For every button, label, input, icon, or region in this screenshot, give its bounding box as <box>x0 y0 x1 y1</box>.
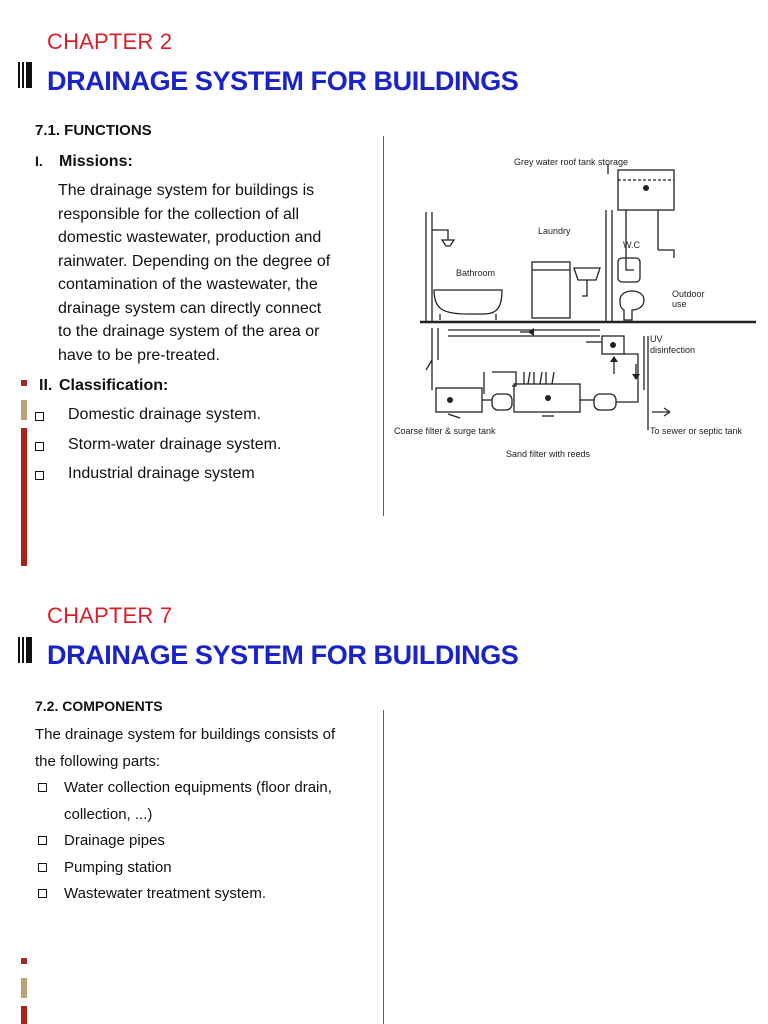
uv-label-2: disinfection <box>650 345 696 355</box>
missions-heading: Missions: <box>59 153 133 170</box>
intro-line: The drainage system for buildings consists of <box>35 726 336 743</box>
list-item <box>38 855 378 882</box>
list-item-text: Industrial drainage system <box>68 465 255 482</box>
title-bars-icon <box>18 637 32 663</box>
missions-line: domestic wastewater, production and <box>58 229 322 246</box>
greywater-system-diagram <box>388 150 760 470</box>
coarse-tank <box>436 388 482 412</box>
outdoor-label-2: use <box>672 299 687 309</box>
sand-filter-label: Sand filter with reeds <box>506 449 591 459</box>
coarse-filter-label: Coarse filter & surge tank <box>394 426 496 436</box>
bathtub-feet <box>440 314 496 320</box>
list-item <box>35 406 355 436</box>
sewer-label: To sewer or septic tank <box>650 426 743 436</box>
list-item <box>38 881 378 908</box>
column-divider <box>383 710 384 1024</box>
outdoor-tap <box>658 250 674 258</box>
outdoor-label: Outdoor <box>672 289 705 299</box>
bathroom-label: Bathroom <box>456 268 496 278</box>
drop-arrow <box>426 360 432 370</box>
left-accent-bar <box>21 958 27 1024</box>
checkbox-bullet-icon <box>35 442 44 451</box>
slide-title: DRAINAGE SYSTEM FOR BUILDINGS <box>47 640 519 670</box>
left-accent-bar <box>21 380 27 566</box>
missions-paragraph <box>58 179 330 367</box>
classification-number: II. <box>39 377 53 394</box>
missions-line: contamination of the wastewater, the <box>58 276 318 293</box>
list-item-text: Water collection equipments (floor drain, <box>64 779 332 796</box>
missions-line: rainwater. Depending on the degree of <box>58 252 331 270</box>
chapter-label: CHAPTER 2 <box>47 29 173 54</box>
outlet-pump <box>594 394 616 410</box>
left-wall <box>426 212 432 322</box>
missions-line: drainage system can directly connect <box>58 299 322 317</box>
roof-tank-label: Grey water roof tank storage <box>514 157 629 167</box>
section-heading: 7.1. FUNCTIONS <box>35 122 152 139</box>
tank-to-sand <box>492 372 516 386</box>
list-item-text: collection, ...) <box>64 805 153 823</box>
list-item-text: Pumping station <box>64 858 172 876</box>
checkbox-bullet-icon <box>35 412 44 421</box>
list-item-text: Domestic drainage system. <box>68 406 261 423</box>
bathtub <box>434 290 502 314</box>
supply-pipe <box>606 210 612 322</box>
intro-line: the following parts: <box>35 752 161 770</box>
classification-list <box>35 406 355 495</box>
checkbox-bullet-icon <box>38 836 47 845</box>
list-item-text: Wastewater treatment system. <box>64 885 267 902</box>
section-heading: 7.2. COMPONENTS <box>35 698 163 714</box>
list-item <box>38 828 378 855</box>
reeds <box>524 372 554 384</box>
list-item <box>35 436 355 466</box>
wc-label: W.C <box>623 240 640 250</box>
slide-2 <box>0 576 768 1024</box>
checkbox-bullet-icon <box>35 471 44 480</box>
wc-bowl <box>620 291 644 320</box>
list-item-text: Storm-water drainage system. <box>68 435 282 453</box>
chapter-label: CHAPTER 7 <box>47 603 173 628</box>
sink-drain <box>582 280 587 296</box>
uv-label: UV <box>650 334 663 344</box>
laundry-label: Laundry <box>538 226 571 236</box>
shower-pipe <box>432 230 448 240</box>
slide-title: DRAINAGE SYSTEM FOR BUILDINGS <box>47 66 519 96</box>
pump-box <box>492 394 512 410</box>
checkbox-bullet-icon <box>38 889 47 898</box>
shower-head <box>442 240 454 246</box>
laundry-sink <box>574 268 600 280</box>
missions-line: have to be pre-treated. <box>58 346 220 364</box>
list-item <box>38 775 378 828</box>
missions-number: I. <box>35 153 43 169</box>
checkbox-bullet-icon <box>38 863 47 872</box>
checkbox-bullet-icon <box>38 783 47 792</box>
left-drain-pipe <box>432 328 438 360</box>
missions-line: The drainage system for buildings is <box>58 182 315 199</box>
classification-heading: Classification: <box>59 377 169 394</box>
components-list <box>38 775 378 908</box>
components-intro <box>35 722 335 775</box>
list-item-text: Drainage pipes <box>64 832 165 849</box>
missions-line: to the drainage system of the area or <box>58 323 320 340</box>
diagram-svg <box>388 150 760 470</box>
list-item <box>35 465 355 495</box>
missions-line: responsible for the collection of all <box>58 205 300 223</box>
title-bars-icon <box>18 62 32 88</box>
column-divider <box>383 136 384 516</box>
